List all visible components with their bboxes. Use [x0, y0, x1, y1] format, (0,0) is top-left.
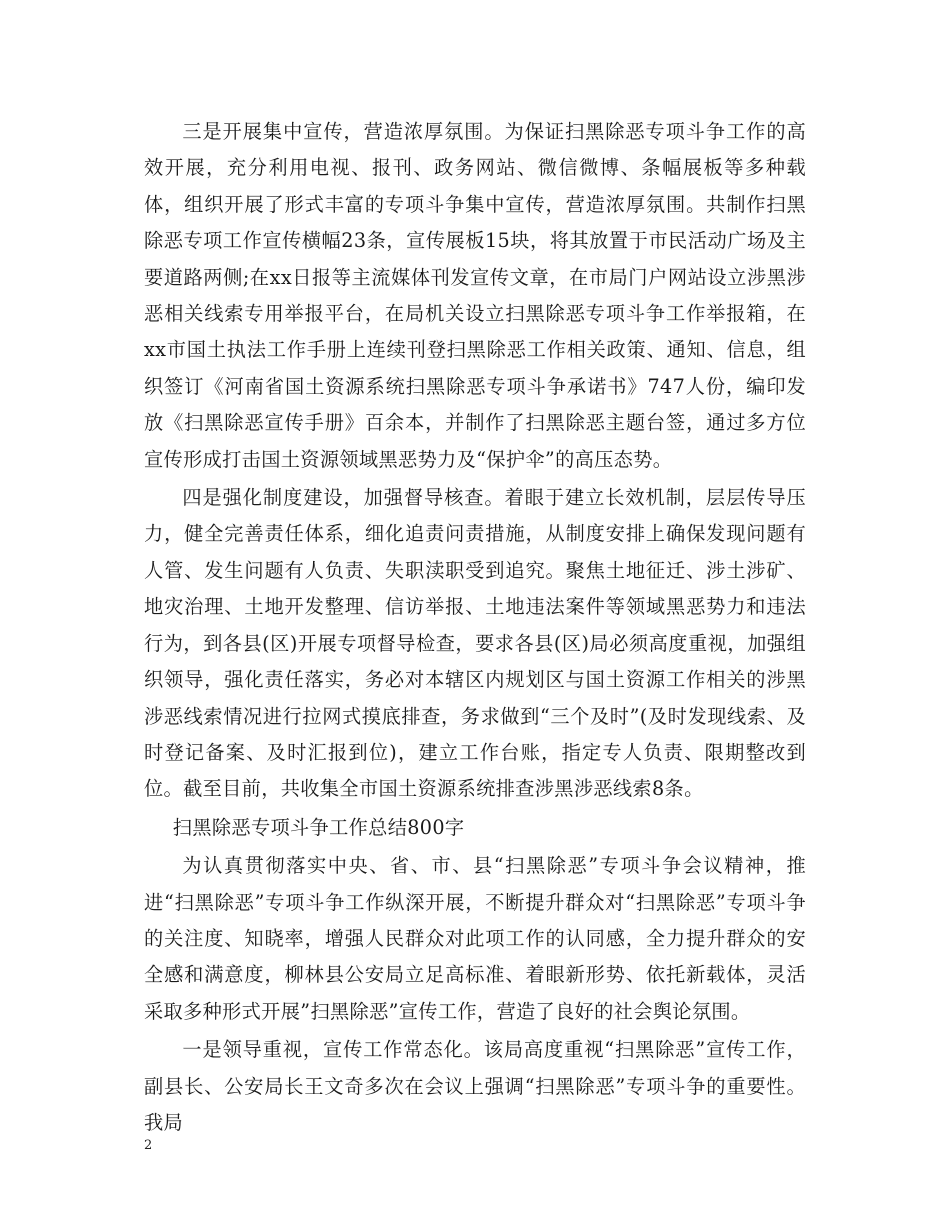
- paragraph-intro: 为认真贯彻落实中央、省、市、县“扫黑除恶”专项斗争会议精神，推进“扫黑除恶”专项斗争工作纵深开展，不断提升群众对“扫黑除恶”专项斗争的关注度、知晓率，增强人民群众对此项工作的认同感，全力提升群众的安全感和满意度，柳林县公安局立足高标准、着眼新形势、依托新载体，灵活采取多种形式开展”扫黑除恶”宣传工作，营造了良好的社会舆论氛围。: [144, 854, 806, 1023]
- page-number: 2: [144, 1138, 153, 1153]
- paragraph-leadership: 一是领导重视，宣传工作常态化。该局高度重视“扫黑除恶”宣传工作，副县长、公安局长王文奇多次在会议上强调“扫黑除恶”专项斗争的重要性。我局: [144, 1038, 806, 1134]
- paragraph-supervision: 四是强化制度建设，加强督导核查。着眼于建立长效机制，层层传导压力，健全完善责任体系，细化追责问责措施，从制度安排上确保发现问题有人管、发生问题有人负责、失职渎职受到追究。聚焦土地征迁、涉土涉矿、地灾治理、土地开发整理、信访举报、土地违法案件等领域黑恶势力和违法行为，到各县(区)开展专项督导检查，要求各县(区)局必须高度重视，加强组织领导，强化责任落实，务必对本辖区内规划区与国土资源工作相关的涉黑涉恶线索情况进行拉网式摸底排查，务求做到“三个及时”(及时发现线索、及时登记备案、及时汇报到位)，建立工作台账，指定专人负责、限期整改到位。截至目前，共收集全市国土资源系统排查涉黑涉恶线索8条。: [144, 486, 806, 801]
- paragraph-propaganda: 三是开展集中宣传，营造浓厚氛围。为保证扫黑除恶专项斗争工作的高效开展，充分利用电视、报刊、政务网站、微信微博、条幅展板等多种载体，组织开展了形式丰富的专项斗争集中宣传，营造浓厚氛围。共制作扫黑除恶专项工作宣传横幅23条，宣传展板15块，将其放置于市民活动广场及主要道路两侧;在xx日报等主流媒体刊发宣传文章，在市局门户网站设立涉黑涉恶相关线索专用举报平台，在局机关设立扫黑除恶专项斗争工作举报箱，在xx市国土执法工作手册上连续刊登扫黑除恶工作相关政策、通知、信息，组织签订《河南省国土资源系统扫黑除恶专项斗争承诺书》747人份，编印发放《扫黑除恶宣传手册》百余本，并制作了扫黑除恶主题台签，通过多方位宣传形成打击国土资源领域黑恶势力及“保护伞”的高压态势。: [144, 120, 806, 471]
- document-body: [144, 114, 806, 1143]
- section-title: 扫黑除恶专项斗争工作总结800字: [172, 815, 465, 839]
